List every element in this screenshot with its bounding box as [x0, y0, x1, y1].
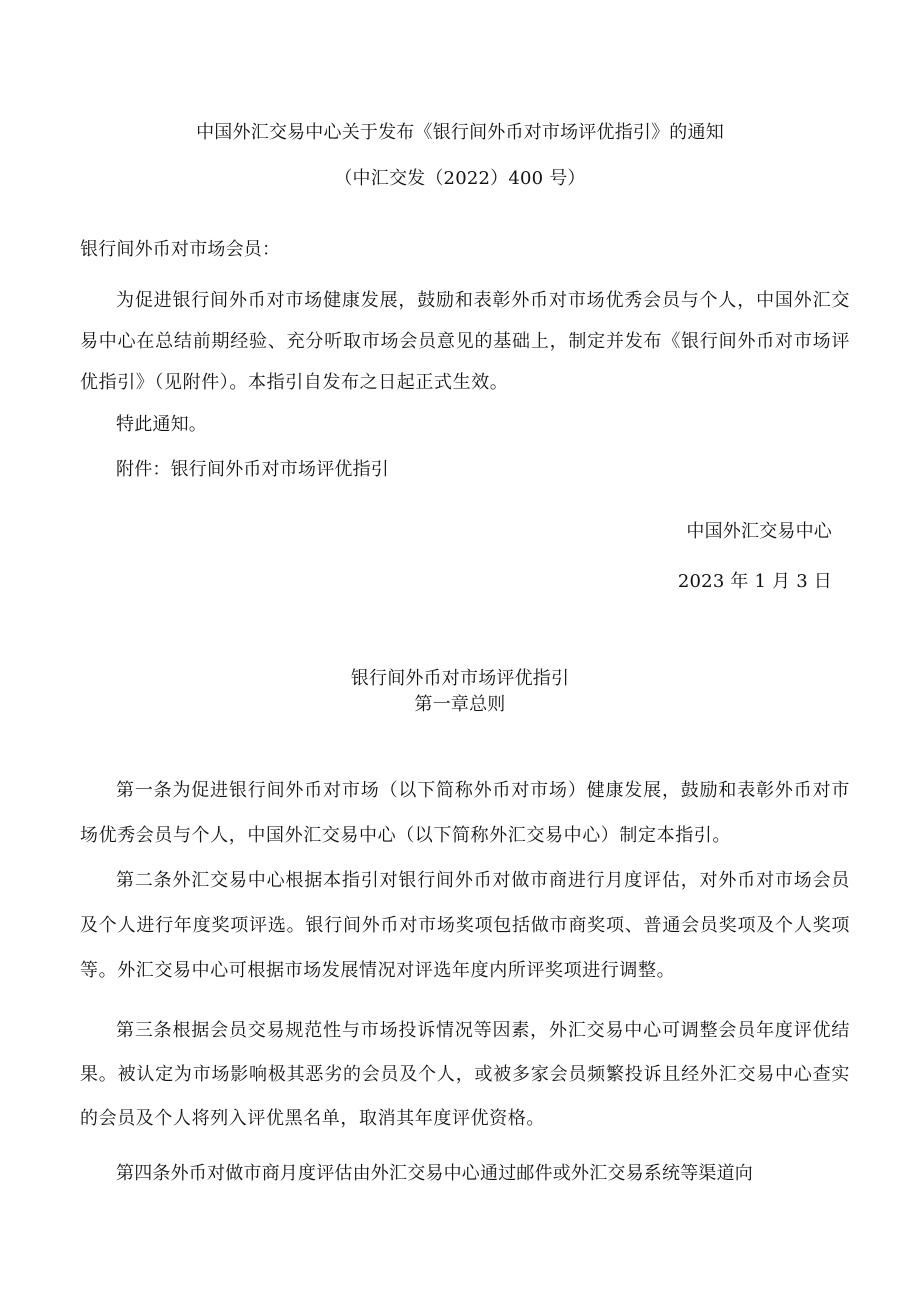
- article-3: 第三条根据会员交易规范性与市场投诉情况等因素，外汇交易中心可调整会员年度评优结果。被认定为市场影响极其恶劣的会员及个人，或被多家会员频繁投诉且经外汇交易中心查实的会员及个人将列入评优黑名单，取消其年度评优资格。: [80, 1020, 850, 1129]
- article-2: 第二条外汇交易中心根据本指引对银行间外币对做市商进行月度评估，对外币对市场会员及个人进行年度奖项评选。银行间外币对市场奖项包括做市商奖项、普通会员奖项及个人奖项等。外汇交易中心可根据市场发展情况对评选年度内所评奖项进行调整。: [80, 870, 850, 981]
- chapter-heading: 第一章总则: [414, 694, 506, 715]
- notice-body-paragraph: 为促进银行间外币对市场健康发展，鼓励和表彰外币对市场优秀会员与个人，中国外汇交易中心在总结前期经验、充分听取市场会员意见的基础上，制定并发布《银行间外币对市场评优指引》（见附件）。本指引自发布之日起正式生效。: [80, 290, 850, 393]
- article-1: 第一条为促进银行间外币对市场（以下简称外币对市场）健康发展，鼓励和表彰外币对市场优秀会员与个人，中国外汇交易中心（以下简称外汇交易中心）制定本指引。: [80, 780, 850, 846]
- attachment-line: 附件：银行间外币对市场评优指引: [116, 459, 389, 480]
- guideline-title: 银行间外币对市场评优指引: [350, 668, 570, 689]
- article-4: 第四条外币对做市商月度评估由外汇交易中心通过邮件或外汇交易系统等渠道向: [116, 1163, 753, 1184]
- articles-block-2: [80, 1009, 850, 1141]
- issue-date: 2023 年 1 月 3 日: [677, 571, 832, 592]
- issuer-signature: 中国外汇交易中心: [686, 521, 832, 542]
- articles-block-1: [80, 768, 850, 993]
- document-number: （中汇交发（2022）400 号）: [334, 168, 586, 189]
- notice-title: 中国外汇交易中心关于发布《银行间外币对市场评优指引》的通知: [196, 122, 724, 143]
- notice-body: [80, 280, 850, 403]
- closing-line: 特此通知。: [116, 414, 207, 435]
- salutation: 银行间外币对市场会员：: [80, 239, 281, 260]
